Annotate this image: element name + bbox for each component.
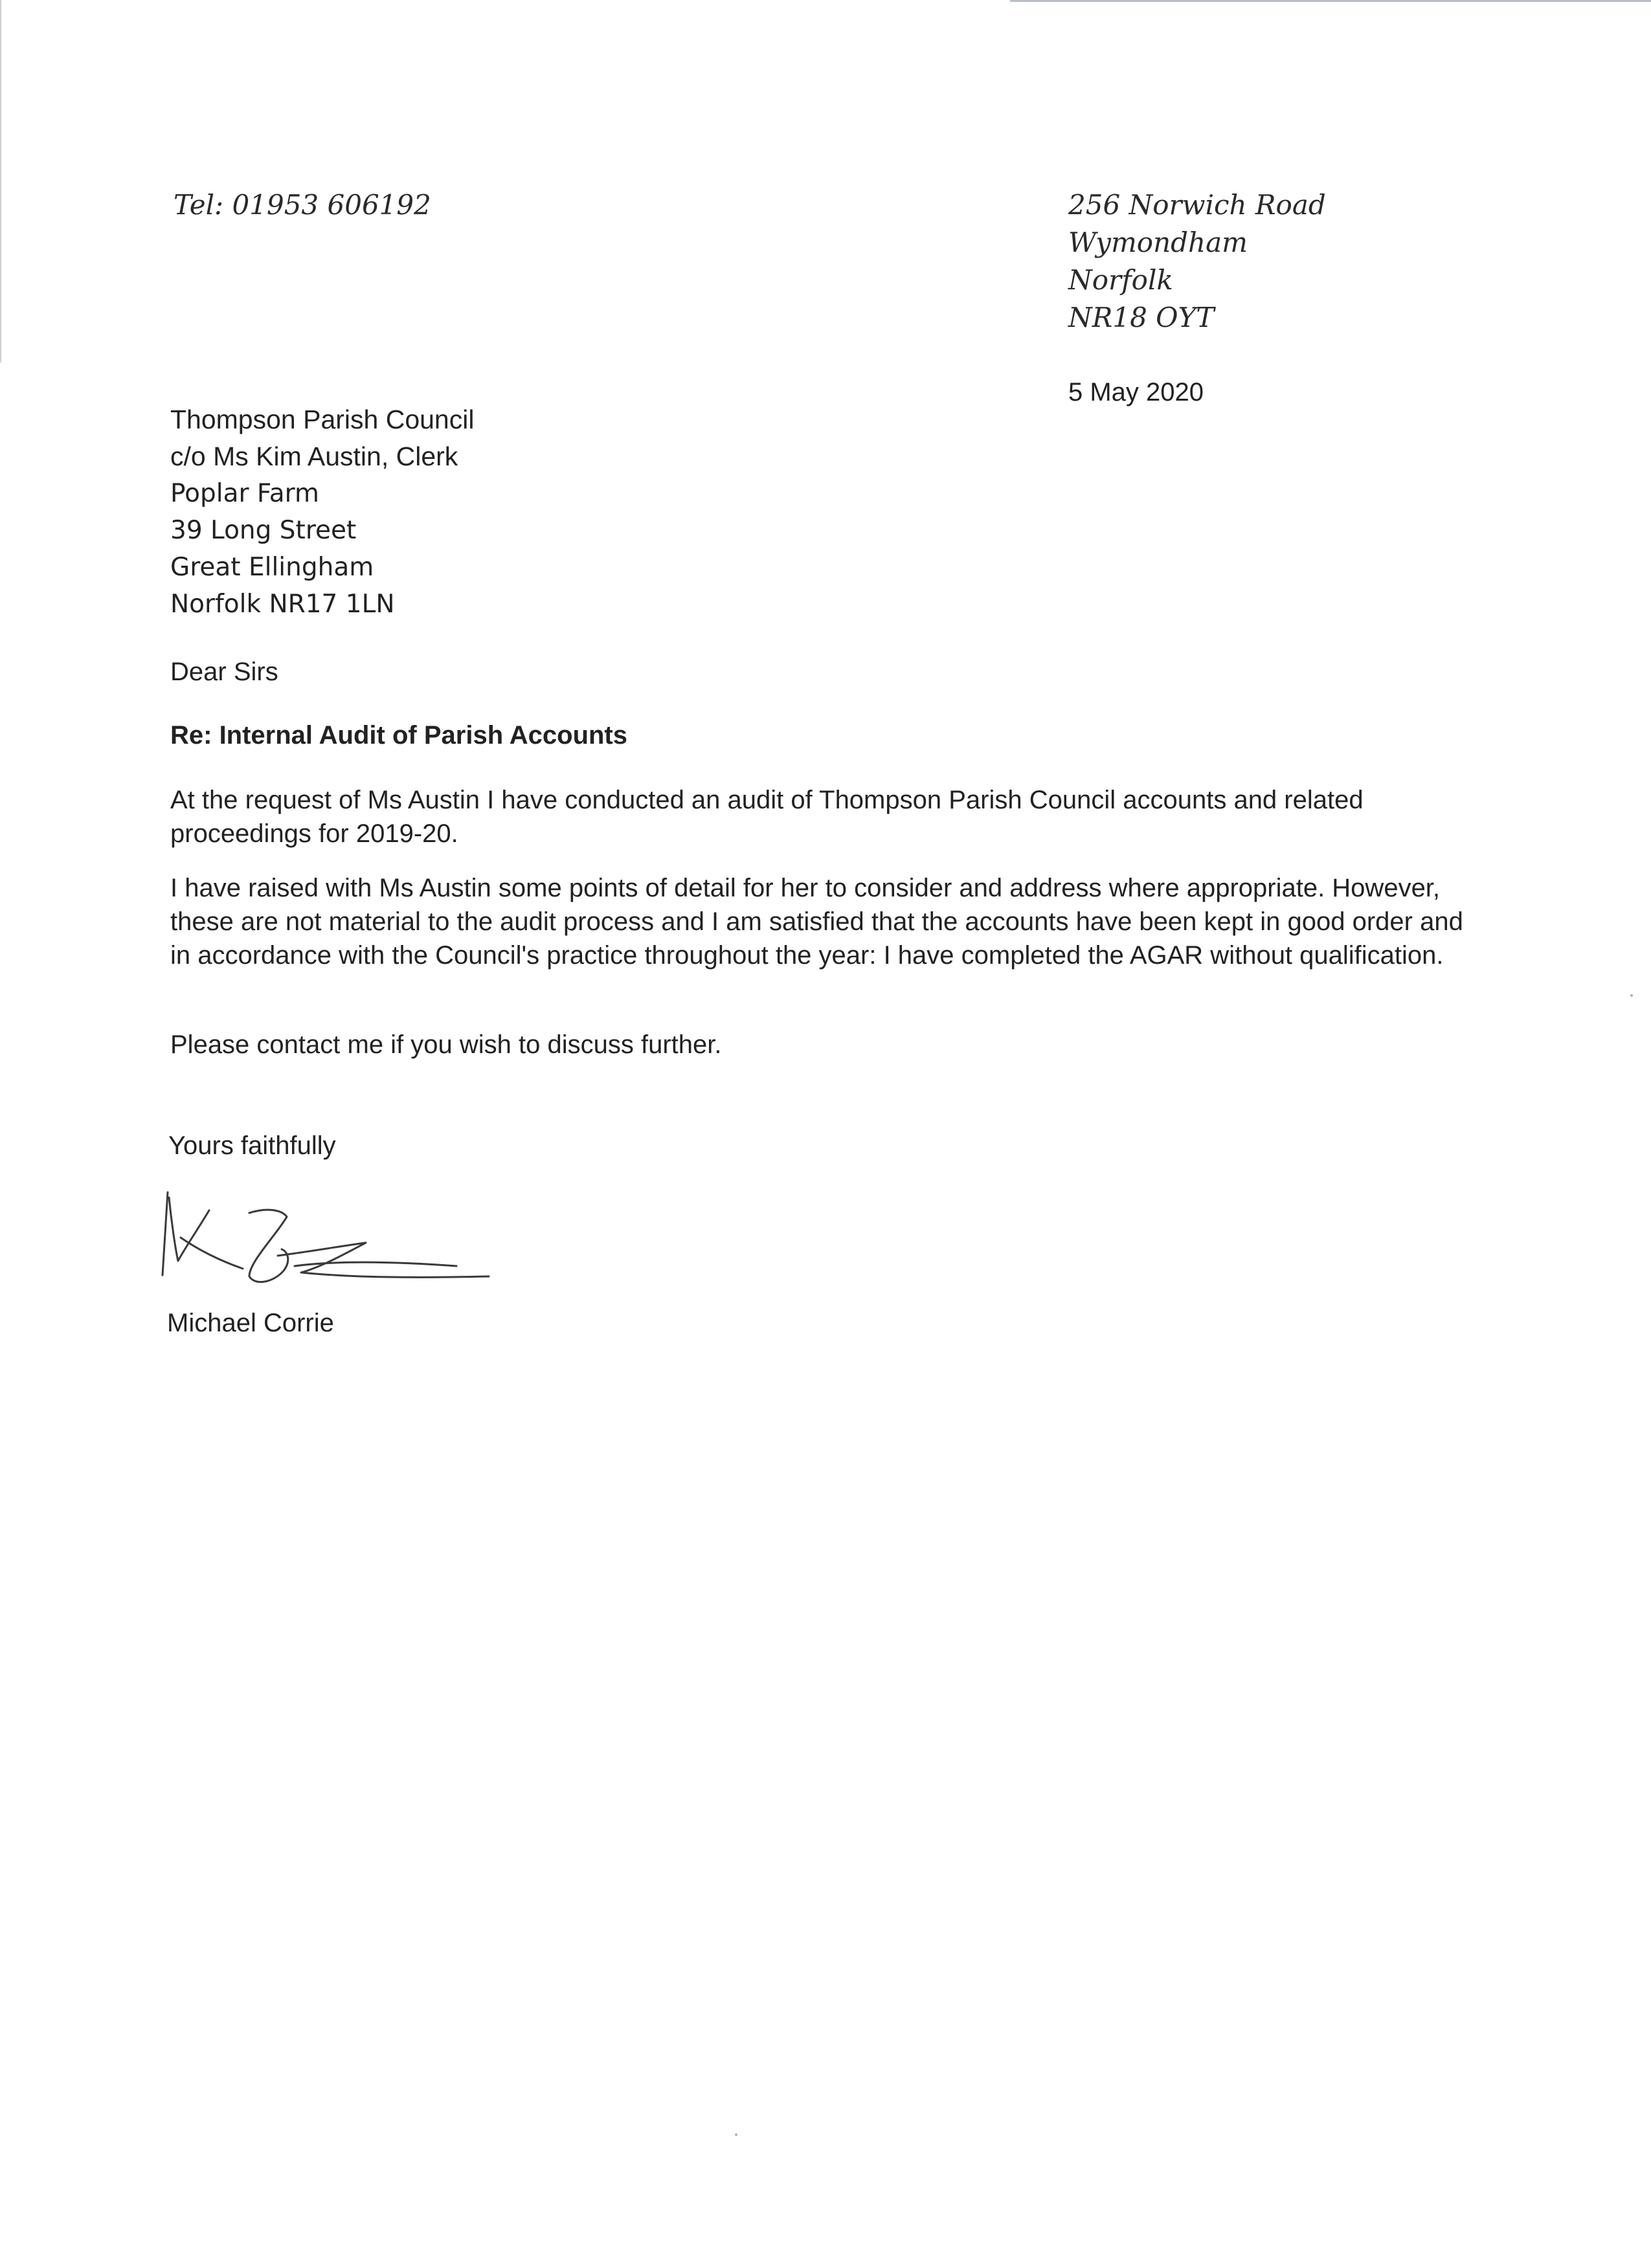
recipient-address (170, 401, 474, 623)
sender-address-line: 256 Norwich Road (1068, 189, 1326, 221)
recipient-address-line: Great Ellingham (170, 553, 374, 582)
subject-line: Re: Internal Audit of Parish Accounts (170, 721, 627, 750)
telephone-number: Tel: 01953 606192 (174, 189, 431, 221)
sender-address (1068, 186, 1326, 337)
body-paragraph: At the request of Ms Austin I have conducted an audit of Thompson Parish Council accounts and related proceedings for 2019-20. (170, 786, 1364, 848)
sender-address-line: Wymondham (1068, 227, 1248, 258)
body-paragraph: Please contact me if you wish to discuss further. (170, 1030, 722, 1059)
salutation: Dear Sirs (170, 658, 278, 686)
sender-address-line: NR18 OYT (1068, 302, 1215, 333)
signatory-name: Michael Corrie (167, 1309, 334, 1337)
signature-image (152, 1184, 502, 1295)
scan-edge-top (1010, 0, 1651, 2)
scan-speck (1630, 994, 1633, 997)
recipient-address-line: c/o Ms Kim Austin, Clerk (170, 441, 458, 471)
scan-speck (735, 2133, 737, 2136)
recipient-address-line: 39 Long Street (170, 516, 357, 545)
scan-edge-left (0, 0, 1, 362)
recipient-address-line: Norfolk NR17 1LN (170, 590, 395, 619)
closing: Yours faithfully (168, 1131, 336, 1160)
sender-address-line: Norfolk (1068, 264, 1173, 296)
recipient-address-line: Poplar Farm (170, 479, 320, 508)
letter-date: 5 May 2020 (1068, 378, 1204, 406)
body-paragraph: I have raised with Ms Austin some points of detail for her to consider and address where appropriate. However, these are not material to the audit process and I am satisfied that the accounts have been kept in good order and in accordance with the Council's practice throughout the year: I have completed the AGAR without qualification. (170, 874, 1463, 970)
recipient-address-line: Thompson Parish Council (170, 405, 475, 434)
